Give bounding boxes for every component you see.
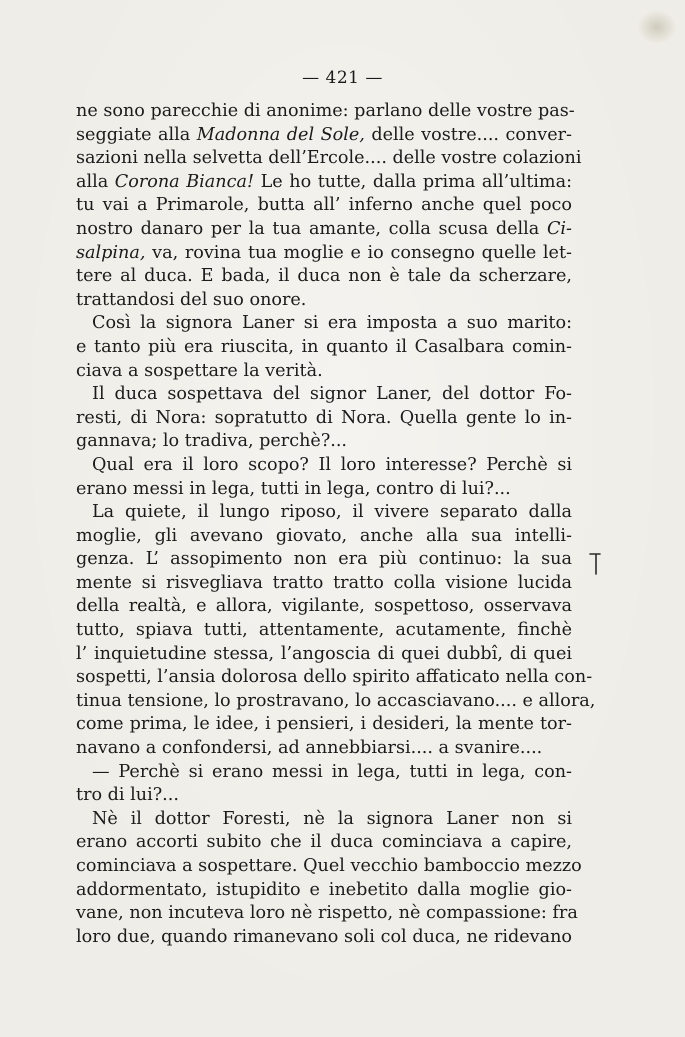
text-segment: seggiate alla bbox=[76, 124, 197, 145]
text-line bbox=[76, 242, 572, 266]
text-line bbox=[76, 312, 572, 336]
paper-stain bbox=[637, 10, 677, 44]
text-line bbox=[76, 265, 572, 289]
italic-text: salpina, bbox=[76, 242, 146, 263]
text-segment: tu vai a Primarole, butta all’ inferno anche quel poco bbox=[76, 195, 572, 216]
text-line bbox=[76, 548, 572, 572]
italic-text: Ci- bbox=[546, 218, 572, 239]
text-segment: tro di lui?... bbox=[76, 785, 179, 806]
text-line bbox=[76, 336, 572, 360]
text-line bbox=[76, 666, 593, 690]
text-segment: tere al duca. E bada, il duca non è tale da scherzare, bbox=[76, 266, 572, 287]
text-line bbox=[76, 407, 572, 431]
text-line bbox=[76, 360, 572, 384]
text-segment: moglie, gli avevano giovato, anche alla sua intelli- bbox=[76, 525, 572, 546]
text-line bbox=[76, 525, 572, 549]
text-segment: — Perchè si erano messi in lega, tutti in lega, con- bbox=[92, 761, 572, 782]
text-segment: loro due, quando rimanevano soli col duca, ne ridevano bbox=[76, 926, 572, 947]
text-segment: vane, non incuteva loro nè rispetto, nè compassione: fra bbox=[76, 903, 578, 924]
text-segment: come prima, le idee, i pensieri, i desideri, la mente tor- bbox=[76, 714, 572, 735]
text-segment: della realtà, e allora, vigilante, sospettoso, osservava bbox=[76, 596, 572, 617]
text-line bbox=[76, 171, 572, 195]
pencil-bracket-mark-icon bbox=[588, 552, 604, 576]
text-line bbox=[76, 713, 572, 737]
text-segment: ne sono parecchie di anonime: parlano delle vostre pas- bbox=[76, 101, 575, 121]
text-segment: trattandosi del suo onore. bbox=[76, 289, 307, 310]
text-segment: Il duca sospettava del signor Laner, del dottor Fo- bbox=[92, 384, 572, 405]
text-segment: gannava; lo tradiva, perchè?... bbox=[76, 431, 348, 452]
text-line bbox=[76, 902, 578, 926]
text-segment: nostro danaro per la tua amante, colla scusa della bbox=[76, 218, 547, 239]
text-segment: addormentato, istupidito e inebetito dalla moglie gio- bbox=[76, 879, 572, 900]
text-segment: va, rovina tua moglie e io consegno quelle let- bbox=[145, 242, 572, 263]
text-line bbox=[76, 147, 582, 171]
text-line bbox=[76, 831, 572, 855]
text-segment: navano a confondersi, ad annebbiarsi.... a svanire.... bbox=[76, 738, 543, 759]
page-number-header: — 421 — bbox=[302, 68, 383, 88]
text-segment: Nè il dottor Foresti, nè la signora Laner non si bbox=[92, 808, 572, 829]
text-line bbox=[76, 643, 572, 667]
text-line bbox=[76, 855, 582, 879]
text-line bbox=[76, 784, 572, 808]
text-line bbox=[76, 289, 572, 313]
text-line bbox=[76, 879, 572, 903]
text-line bbox=[76, 808, 572, 832]
text-line bbox=[76, 619, 572, 643]
text-segment: sospetti, l’ansia dolorosa dello spirito affaticato nella con- bbox=[76, 667, 593, 688]
text-segment: mente si risvegliava tratto tratto colla visione lucida bbox=[76, 572, 572, 593]
text-segment: ciava a sospettare la verità. bbox=[76, 360, 323, 381]
text-segment: tutto, spiava tutti, attentamente, acutamente, finchè bbox=[76, 620, 572, 641]
text-segment: La quiete, il lungo riposo, il vivere separato dalla bbox=[92, 502, 572, 523]
italic-text: Corona Bianca! bbox=[114, 171, 255, 192]
text-segment: e tanto più era riuscita, in quanto il Casalbara comin- bbox=[76, 336, 572, 357]
text-segment: alla bbox=[76, 171, 115, 192]
text-segment: genza. L’ assopimento non era più continuo: la sua bbox=[76, 549, 572, 570]
text-line bbox=[76, 194, 572, 218]
text-line bbox=[76, 595, 572, 619]
text-segment: Le ho tutte, dalla prima all’ultima: bbox=[254, 171, 572, 192]
text-segment: cominciava a sospettare. Quel vecchio bamboccio mezzo bbox=[76, 856, 582, 876]
text-line bbox=[76, 124, 572, 148]
text-segment: l’ inquietudine stessa, l’angoscia di quei dubbî, di quei bbox=[76, 643, 572, 664]
text-segment: tinua tensione, lo prostravano, lo accasciavano.... e allora, bbox=[76, 690, 596, 711]
text-line bbox=[76, 501, 572, 525]
text-segment: resti, di Nora: sopratutto di Nora. Quella gente lo in- bbox=[76, 407, 572, 428]
text-segment: delle vostre.... conver- bbox=[364, 124, 572, 145]
text-segment: erano accorti subito che il duca cominciava a capire, bbox=[76, 832, 572, 853]
text-line bbox=[76, 478, 572, 502]
italic-text: Madonna del Sole, bbox=[196, 124, 365, 145]
text-segment: erano messi in lega, tutti in lega, contro di lui?... bbox=[76, 478, 511, 499]
text-line bbox=[76, 383, 572, 407]
text-segment: Così la signora Laner si era imposta a suo marito: bbox=[92, 313, 572, 334]
text-line bbox=[76, 926, 572, 950]
text-line bbox=[76, 430, 572, 454]
text-segment: sazioni nella selvetta dell’Ercole.... delle vostre colazioni bbox=[76, 148, 582, 169]
text-line bbox=[76, 737, 572, 761]
text-line bbox=[76, 100, 575, 124]
text-line bbox=[76, 454, 572, 478]
text-line bbox=[76, 761, 572, 785]
text-segment: Qual era il loro scopo? Il loro interesse? Perchè si bbox=[92, 454, 572, 475]
text-line bbox=[76, 572, 572, 596]
body-text bbox=[76, 100, 596, 949]
text-line bbox=[76, 690, 596, 714]
text-line bbox=[76, 218, 572, 242]
